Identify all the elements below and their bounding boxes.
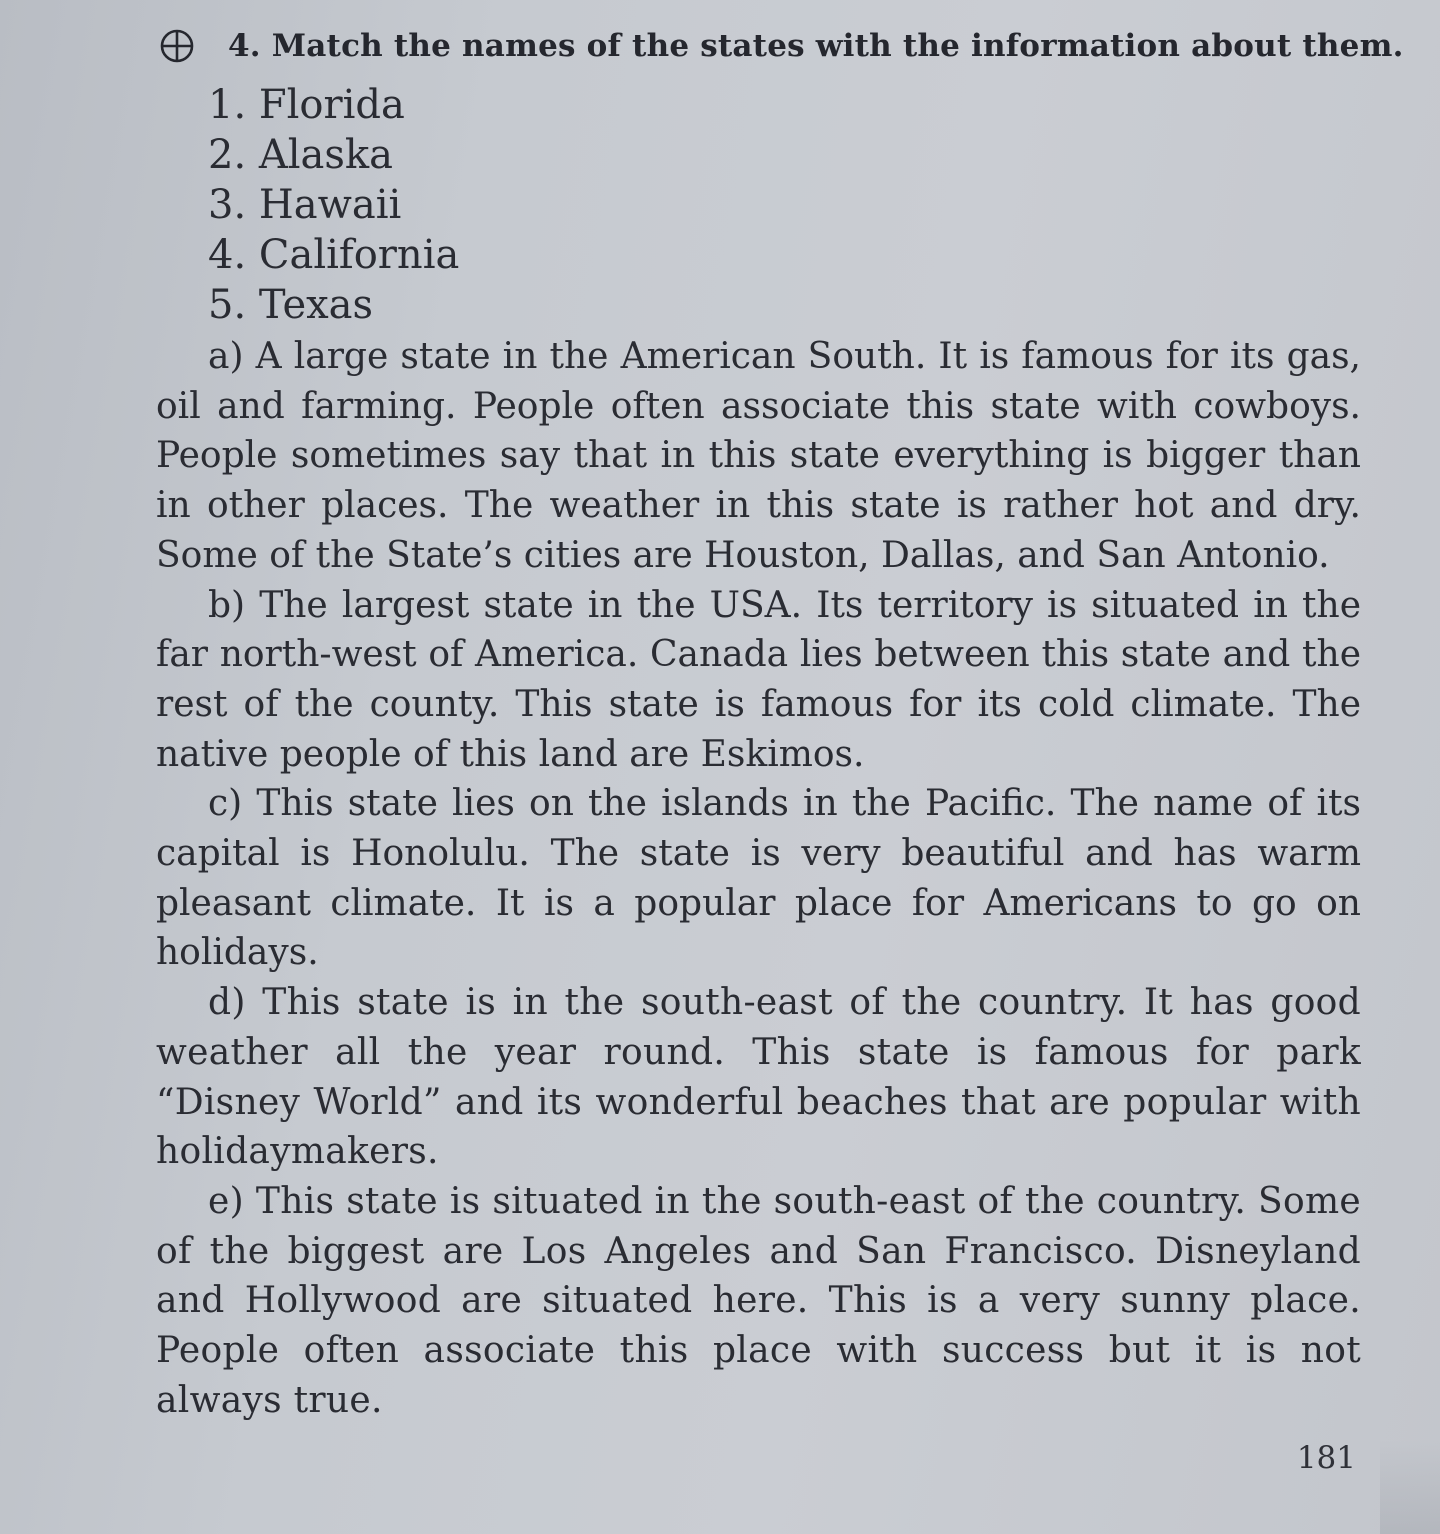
task-title: 4. Match the names of the states with the information about them. — [228, 28, 1404, 64]
description-a: a) A large state in the American South. It is famous for its gas, oil and farming. People often associate this state with cowboys. People sometimes say that in this state everything is bigger than in other places. The weather in this state is rather hot and dry. Some of the State’s cities are Houston, Dallas, and San Antonio. — [156, 336, 1361, 576]
state-item-california: 4. California — [208, 232, 460, 278]
circle-plus-icon — [160, 29, 194, 63]
description-c: c) This state lies on the islands in the Pacific. The name of its capital is Honolulu. The state is very beautiful and has warm pleasant climate. It is a popular place for Americans to go on holidays. — [156, 783, 1361, 974]
task-header — [160, 28, 1404, 64]
state-item-florida: 1. Florida — [208, 82, 405, 128]
state-descriptions — [156, 332, 1361, 1425]
state-item-hawaii: 3. Hawaii — [208, 182, 402, 228]
page-number: 181 — [1296, 1440, 1356, 1476]
state-item-alaska: 2. Alaska — [208, 132, 394, 178]
state-list — [208, 80, 459, 330]
state-item-texas: 5. Texas — [208, 282, 374, 328]
description-e: e) This state is situated in the south-east of the country. Some of the biggest are Los Angeles and San Francisco. Disneyland and Hollywood are situated here. This is a very sunny place. People often associate this place with success but it is not always true. — [156, 1180, 1361, 1421]
description-b: b) The largest state in the USA. Its territory is situated in the far north-west of America. Canada lies between this state and the rest of the county. This state is famous for its cold climate. The native people of this land are Eskimos. — [156, 584, 1361, 775]
page-edge-shadow — [1380, 1440, 1440, 1534]
description-d: d) This state is in the south-east of the country. It has good weather all the year round. This state is famous for park “Disney World” and its wonderful beaches that are popular with holidaymakers. — [156, 982, 1361, 1173]
